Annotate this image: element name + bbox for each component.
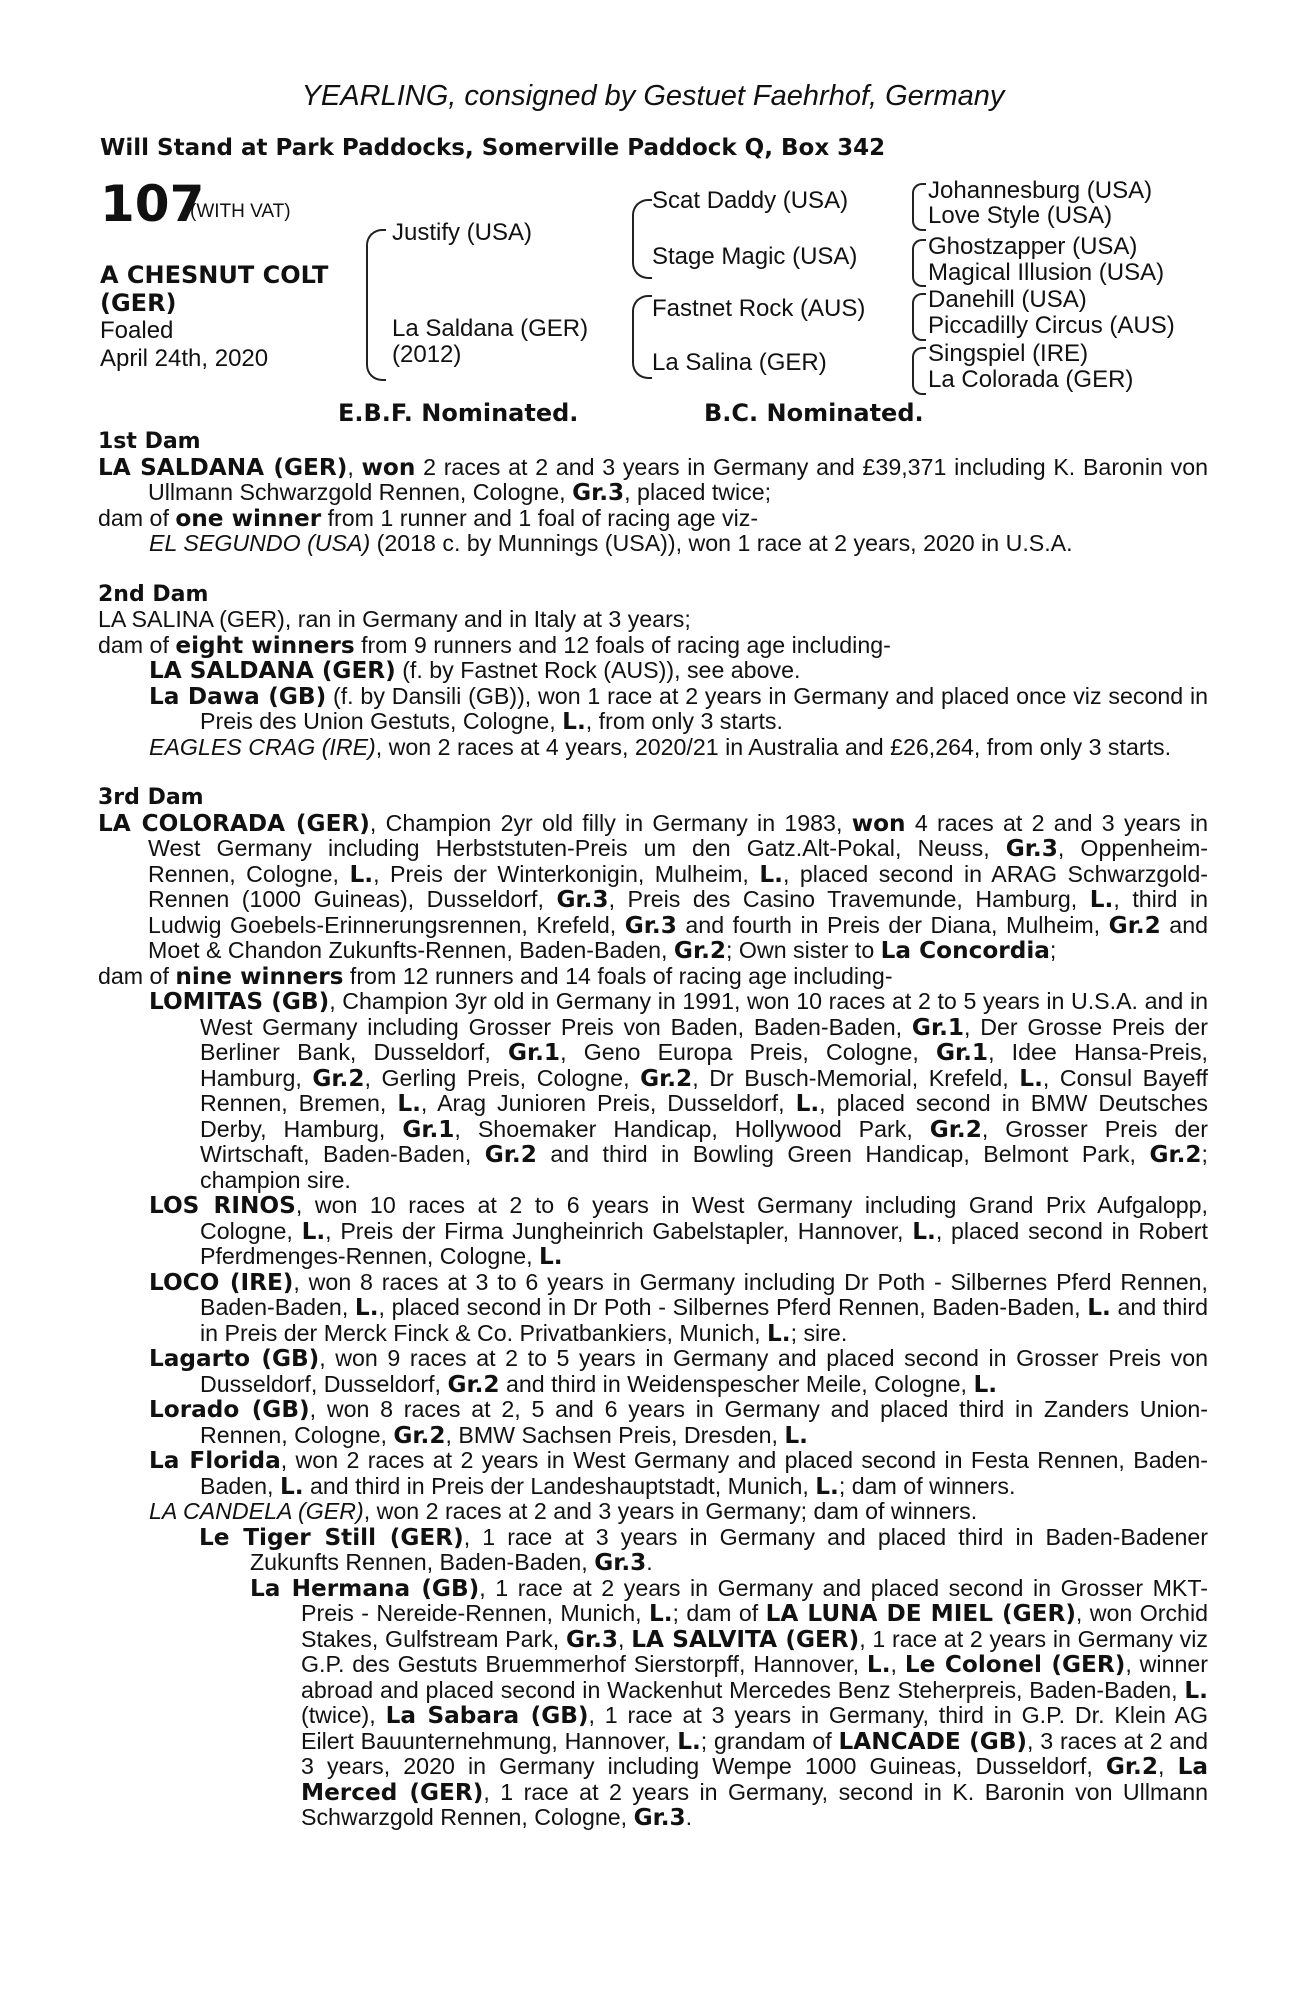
produce-entry: LOCO (IRE), won 8 races at 3 to 6 years in Germany including Dr Poth - Silbernes Pferd Rennen, Baden-Baden, L., placed second in Dr Poth - Silbernes Pferd Rennen, Baden-Baden, L. and third in Preis der Merck Finck & Co. Privatbankiers, Munich, L.; sire. <box>149 1268 1208 1347</box>
produce-entry: LA CANDELA (GER), won 2 races at 2 and 3 years in Germany; dam of winners. <box>149 1498 978 1524</box>
consignment-line: YEARLING, consigned by Gestuet Faehrhof, Germany <box>301 80 1005 112</box>
sire-name: Justify (USA) <box>392 219 533 246</box>
ancestor-singspiel: Singspiel (IRE) <box>928 340 1089 367</box>
ancestor-magical-illusion: Magical Illusion (USA) <box>928 259 1165 286</box>
lot-description <box>100 261 328 317</box>
produce-entry: LOS RINOS, won 10 races at 2 to 6 years in West Germany including Grand Prix Aufgalopp, Cologne, L., Preis der Firma Jungheinrich Gabelstapler, Hannover, L., placed second in Robert Pferdmenges-Rennen, Cologne, L. <box>149 1192 1208 1270</box>
ancestor-piccadilly-circus: Piccadilly Circus (AUS) <box>928 312 1175 339</box>
produce-entry: LA SALDANA (GER) (f. by Fastnet Rock (AUS)), see above. <box>149 657 801 684</box>
ancestor-love-style: Love Style (USA) <box>928 202 1113 229</box>
first-dam-produce-summary: dam of one winner from 1 runner and 1 foal of racing age viz- <box>98 504 759 532</box>
third-dam-heading: 3rd Dam <box>98 785 204 810</box>
ebf-nomination: E.B.F. Nominated. <box>338 399 579 427</box>
first-dam-heading: 1st Dam <box>98 429 201 454</box>
third-dam-entry: LA COLORADA (GER), Champion 2yr old filly in Germany in 1983, won 4 races at 2 and 3 years in West Germany including Herbststuten-Preis um den Gatz.Alt-Pokal, Neuss, Gr.3, Oppenheim-Rennen, Cologne, L., Preis der Winterkonigin, Mulheim, L., placed second in ARAG Schwarzgold-Rennen (1000 Guineas), Dusseldorf, Gr.3, Preis des Casino Travemunde, Hamburg, L., third in Ludwig Goebels-Erinnerungsrennen, Krefeld, Gr.3 and fourth in Preis der Diana, Mulheim, Gr.2 and Moet & Chandon Zukunfts-Rennen, Baden-Baden, Gr.2; Own sister to La Concordia; <box>98 809 1209 964</box>
ancestor-johannesburg: Johannesburg (USA) <box>928 177 1153 204</box>
pedigree-brace <box>912 183 926 231</box>
pedigree-block <box>98 175 1208 399</box>
foaled-label: Foaled <box>100 317 174 344</box>
produce-entry: EL SEGUNDO (USA) (2018 c. by Munnings (USA)), won 1 race at 2 years, 2020 in U.S.A. <box>149 530 1073 556</box>
pedigree-brace <box>912 347 926 395</box>
dam-sire-name: Fastnet Rock (AUS) <box>652 295 866 322</box>
second-dam-heading: 2nd Dam <box>98 581 209 607</box>
foaled-date: April 24th, 2020 <box>100 345 269 372</box>
produce-entry: EAGLES CRAG (IRE), won 2 races at 4 years, 2020/21 in Australia and £26,264, from only 3 starts. <box>149 733 1172 760</box>
produce-entry: Lorado (GB), won 8 races at 2, 5 and 6 years in Germany and placed third in Zanders Union-Rennen, Cologne, Gr.2, BMW Sachsen Preis, Dresden, L. <box>149 1396 1209 1449</box>
pedigree-brace <box>912 293 926 341</box>
produce-entry: Le Tiger Still (GER), 1 race at 3 years in Germany and placed third in Baden-Badener Zukunfts Rennen, Baden-Baden, Gr.3. <box>199 1523 1208 1576</box>
lot-number: 107 <box>100 175 205 233</box>
catalogue-page <box>98 80 1208 1831</box>
produce-entry: Lagarto (GB), won 9 races at 2 to 5 years in Germany and placed second in Grosser Preis von Dusseldorf, Dusseldorf, Gr.2 and third in Weidenspescher Meile, Cologne, L. <box>149 1345 1209 1398</box>
dam-year: (2012) <box>392 341 462 368</box>
third-dam-produce-summary: dam of nine winners from 12 runners and 14 foals of racing age including- <box>98 962 893 990</box>
bc-nomination: B.C. Nominated. <box>704 399 924 427</box>
ancestor-danehill: Danehill (USA) <box>928 286 1087 313</box>
pedigree-brace <box>366 229 386 381</box>
produce-entry: La Florida, won 2 races at 2 years in West Germany and placed second in Festa Rennen, Baden-Baden, L. and third in Preis der Landeshauptstadt, Munich, L.; dam of winners. <box>149 1447 1209 1500</box>
catalogue-body <box>98 429 1208 1831</box>
produce-entry: La Hermana (GB), 1 race at 2 years in Germany and placed second in Grosser MKT-Preis - Nereide-Rennen, Munich, L.; dam of LA LUNA DE MIEL (GER), won Orchid Stakes, Gulfstream Park, Gr.3, LA SALVITA (GER), 1 race at 2 years in Germany viz G.P. des Gestuts Bruemmerhof Sierstorpff, Hannover, L., Le Colonel (GER), winner abroad and placed second in Wackenhut Mercedes Benz Steherpreis, Baden-Baden, L. (twice), La Sabara (GB), 1 race at 3 years in Germany, third in G.P. Dr. Klein AG Eilert Bauunternehmung, Hannover, L.; grandam of LANCADE (GB), 3 races at 2 and 3 years, 2020 in Germany including Wempe 1000 Guineas, Dusseldorf, Gr.2, La Merced (GER), 1 race at 2 years in Germany, second in K. Baronin von Ullmann Schwarzgold Rennen, Cologne, Gr.3. <box>250 1574 1209 1831</box>
pedigree-brace <box>912 239 926 287</box>
first-dam-entry: LA SALDANA (GER), won 2 races at 2 and 3 years in Germany and £39,371 including K. Baronin von Ullmann Schwarzgold Rennen, Cologne, Gr.3, placed twice; <box>98 453 1208 506</box>
ancestor-ghostzapper: Ghostzapper (USA) <box>928 233 1138 260</box>
foaled-info <box>100 317 268 373</box>
stand-location: Will Stand at Park Paddocks, Somerville Paddock Q, Box 342 <box>100 135 886 161</box>
sire-sire-name: Scat Daddy (USA) <box>652 187 849 214</box>
vat-note: (WITH VAT) <box>190 201 291 222</box>
ancestor-la-colorada: La Colorada (GER) <box>928 366 1134 393</box>
produce-entry: La Dawa (GB) (f. by Dansili (GB)), won 1 race at 2 years in Germany and placed once viz second in Preis des Union Gestuts, Cologne, L., from only 3 starts. <box>149 682 1208 735</box>
dam-name: La Saldana (GER) <box>392 315 589 342</box>
second-dam-produce-summary: dam of eight winners from 9 runners and 12 foals of racing age including- <box>98 631 891 659</box>
pedigree-brace <box>632 295 652 379</box>
dam-dam-name: La Salina (GER) <box>652 349 827 376</box>
second-dam-entry: LA SALINA (GER), ran in Germany and in Italy at 3 years; <box>98 606 691 632</box>
nominations-row <box>98 399 1208 429</box>
produce-entry: LOMITAS (GB), Champion 3yr old in Germany in 1991, won 10 races at 2 to 5 years in U.S.A. and in West Germany including Grosser Preis von Baden, Baden-Baden, Gr.1, Der Grosse Preis der Berliner Bank, Dusseldorf, Gr.1, Geno Europa Preis, Cologne, Gr.1, Idee Hansa-Preis, Hamburg, Gr.2, Gerling Preis, Cologne, Gr.2, Dr Busch-Memorial, Krefeld, L., Consul Bayeff Rennen, Bremen, L., Arag Junioren Preis, Dusseldorf, L., placed second in BMW Deutsches Derby, Hamburg, Gr.1, Shoemaker Handicap, Hollywood Park, Gr.2, Grosser Preis der Wirtschaft, Baden-Baden, Gr.2 and third in Bowling Green Handicap, Belmont Park, Gr.2; champion sire. <box>149 988 1209 1193</box>
sire-dam-name: Stage Magic (USA) <box>652 243 858 270</box>
lot-description-line1: A CHESNUT COLT <box>100 261 329 289</box>
lot-description-line2: (GER) <box>100 289 177 317</box>
pedigree-brace <box>632 199 652 279</box>
